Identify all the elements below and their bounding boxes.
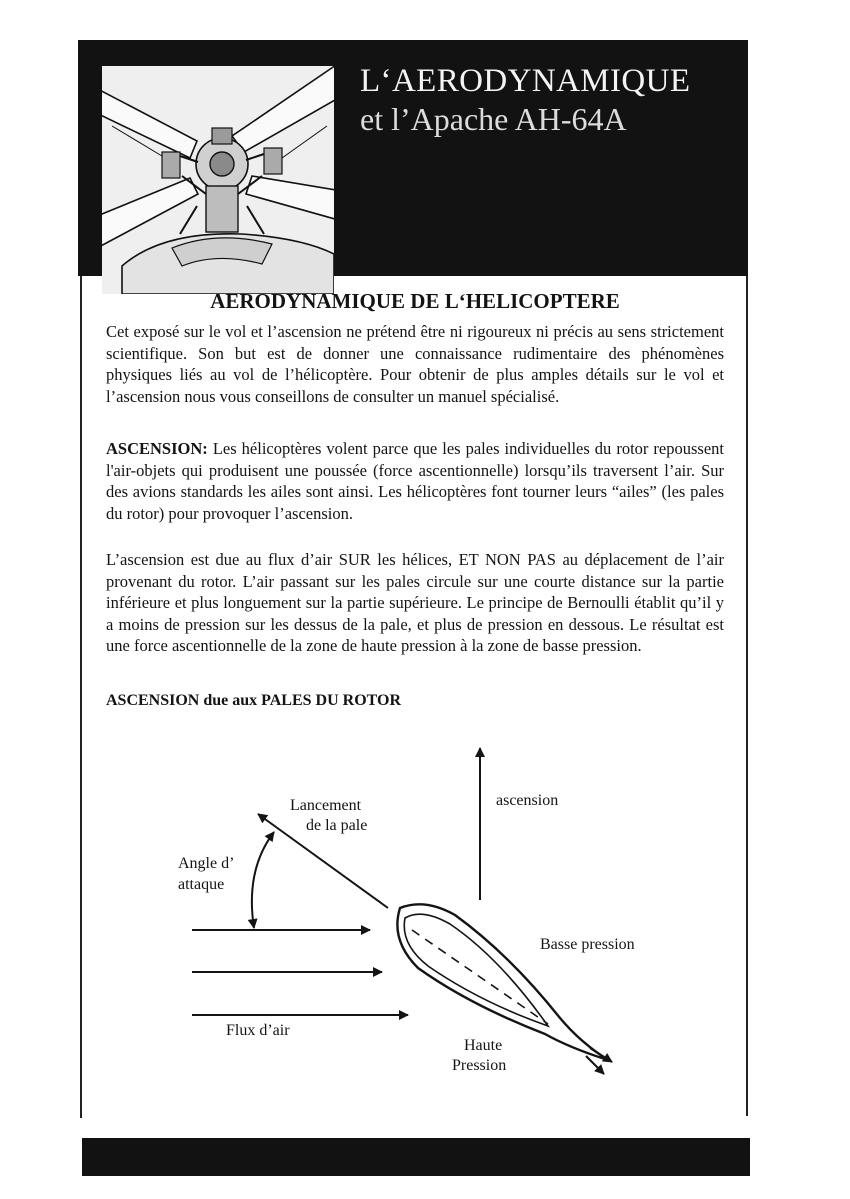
airfoil-diagram bbox=[150, 730, 710, 1090]
title-banner bbox=[78, 40, 748, 276]
page-title: L‘AERODYNAMIQUE bbox=[360, 63, 691, 99]
airfoil-outline bbox=[397, 904, 608, 1060]
page-subtitle: et l’Apache AH-64A bbox=[360, 101, 627, 137]
label-attaque: attaque bbox=[178, 876, 225, 893]
label-pression: Pression bbox=[452, 1057, 507, 1074]
label-flux-dair: Flux d’air bbox=[226, 1022, 290, 1039]
angle-of-attack-arc bbox=[252, 832, 274, 928]
right-rule bbox=[746, 276, 748, 1116]
left-rule bbox=[80, 276, 82, 1118]
section-heading: AERODYNAMIQUE DE L‘HELICOPTERE bbox=[210, 289, 620, 313]
label-basse-pression: Basse pression bbox=[540, 936, 635, 953]
label-lancement: Lancement bbox=[290, 797, 362, 814]
label-ascension: ascension bbox=[496, 792, 559, 809]
label-haute: Haute bbox=[464, 1037, 503, 1054]
rotor-hub-illustration bbox=[102, 66, 334, 294]
intro-paragraph: Cet exposé sur le vol et l’ascension ne prétend être ni rigoureux ni précis au sens strictement scientifique. Son but est de donner une connaissance rudimentaire des phénomènes physiques liés au vol de l’hélicoptère. Pour obtenir de plus amples détails sur le vol et l’ascension nous vous conseillons de consulter un manuel spécialisé. bbox=[106, 322, 724, 406]
rotor-hub-drawing bbox=[102, 66, 334, 294]
ascension-lead: ASCENSION: bbox=[106, 439, 208, 458]
label-de-la-pale: de la pale bbox=[306, 817, 368, 834]
label-angle: Angle d’ bbox=[178, 855, 235, 872]
footer-bar bbox=[82, 1138, 750, 1176]
ascension-text: Les hélicoptères volent parce que les pales individuelles du rotor repoussent l'air-objets qui produisent une poussée (force ascentionnelle) lorsqu’ils traversent l’air. Sur des avions standards les ailes sont ainsi. Les hélicoptères font tourner leurs “ailes” (les pales du rotor) pour provoquer l’ascension. bbox=[106, 439, 724, 523]
ascension-paragraph bbox=[106, 438, 724, 524]
diagram-title: ASCENSION due aux PALES DU ROTOR bbox=[106, 692, 402, 709]
bernoulli-paragraph: L’ascension est due au flux d’air SUR les hélices, ET NON PAS au déplacement de l’air provenant du rotor. L’air passant sur les pales circule sur une courte distance sur la partie inférieure et plus longuement sur la partie supérieure. Le principe de Bernoulli établit qu’il y a moins de pression sur les dessus de la pale, et plus de pression en dessous. Le résultat est une force ascentionnelle de la zone de haute pression à la zone de basse pression. bbox=[106, 550, 724, 655]
